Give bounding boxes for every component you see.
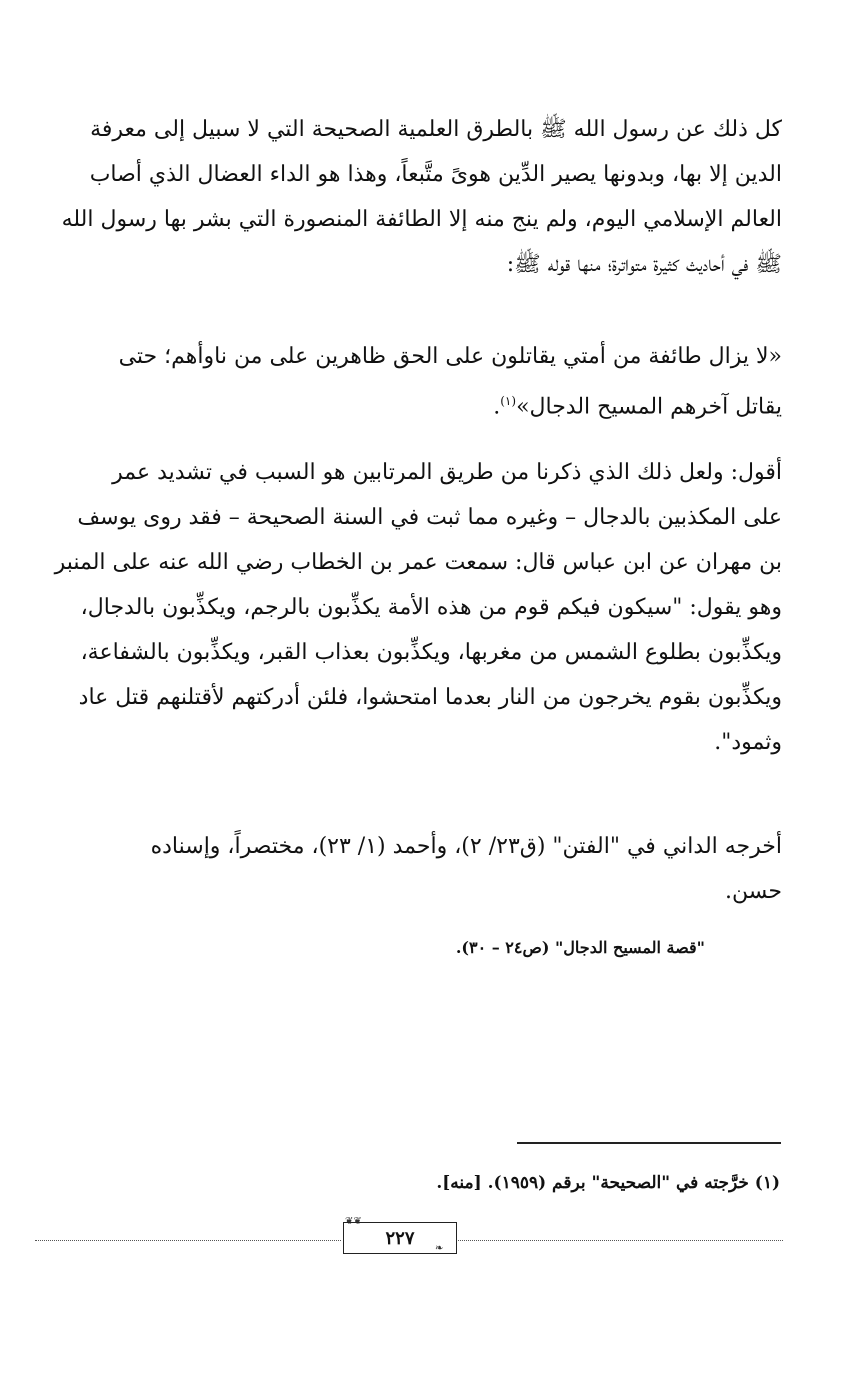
text-line: أخرجه الداني في "الفتن" (ق٢٣/ ٢)، وأحمد (١/ ٢٣)، مختصراً، وإسناده xyxy=(150,834,782,859)
corner-ornament-icon: ❧ xyxy=(435,1243,444,1254)
text-line: حسن. xyxy=(725,879,782,904)
text-line: ﷺ في أحاديث كثيرة متواترة؛ منها قوله ﷺ: xyxy=(506,252,782,277)
paragraph-1 xyxy=(40,107,782,287)
paragraph-3 xyxy=(40,450,782,765)
text-line: «لا يزال طائفة من أمتي يقاتلون على الحق ظاهرين على من ناوأهم؛ حتى xyxy=(118,344,782,369)
footnote-ref: (١) xyxy=(500,394,517,408)
footnote-divider xyxy=(517,1142,781,1144)
period: . xyxy=(493,394,501,420)
paragraph-4 xyxy=(40,824,782,914)
page-number: ٢٢٧ xyxy=(385,1227,415,1249)
text-line: ويكذِّبون بطلوع الشمس من مغربها، ويكذِّبون بعذاب القبر، ويكذِّبون بالشفاعة، xyxy=(80,640,782,665)
text-line: الدين إلا بها، وبدونها يصير الدِّين هوىً متَّبعاً، وهذا هو الداء العضال الذي أصاب xyxy=(89,162,782,187)
footer-dotted-line-left xyxy=(35,1240,341,1241)
source-citation: "قصة المسيح الدجال" (ص٢٤ – ٣٠). xyxy=(455,938,705,957)
text-line: أقول: ولعل ذلك الذي ذكرنا من طريق المرتابين هو السبب في تشديد عمر xyxy=(112,460,782,485)
hadith-quote xyxy=(40,334,782,429)
text-line: وهو يقول: "سيكون فيكم قوم من هذه الأمة يكذِّبون بالرجم، ويكذِّبون بالدجال، xyxy=(80,595,782,620)
hadith-end: يقاتل آخرهم المسيح الدجال» xyxy=(516,394,782,420)
text-line: بن مهران عن ابن عباس قال: سمعت عمر بن الخطاب رضي الله عنه على المنبر xyxy=(54,550,782,575)
text-line: وثمود". xyxy=(714,730,782,755)
footer-dotted-line-right xyxy=(458,1240,783,1241)
text-line: كل ذلك عن رسول الله ﷺ بالطرق العلمية الصحيحة التي لا سبيل إلى معرفة xyxy=(90,117,782,142)
footnote: (١) خرَّجته في "الصحيحة" برقم (١٩٥٩). [منه]. xyxy=(436,1173,780,1193)
text-line: العالم الإسلامي اليوم، ولم ينج منه إلا الطائفة المنصورة التي بشر بها رسول الله xyxy=(61,207,782,232)
text-line: على المكذبين بالدجال – وغيره مما ثبت في السنة الصحيحة – فقد روى يوسف xyxy=(77,505,782,530)
text-line xyxy=(40,379,782,429)
corner-ornament-icon: ❦❦ xyxy=(345,1216,362,1227)
text-line: ويكذِّبون بقوم يخرجون من النار بعدما امتحشوا، فلئن أدركتهم لأقتلنهم قتل عاد xyxy=(78,685,782,710)
